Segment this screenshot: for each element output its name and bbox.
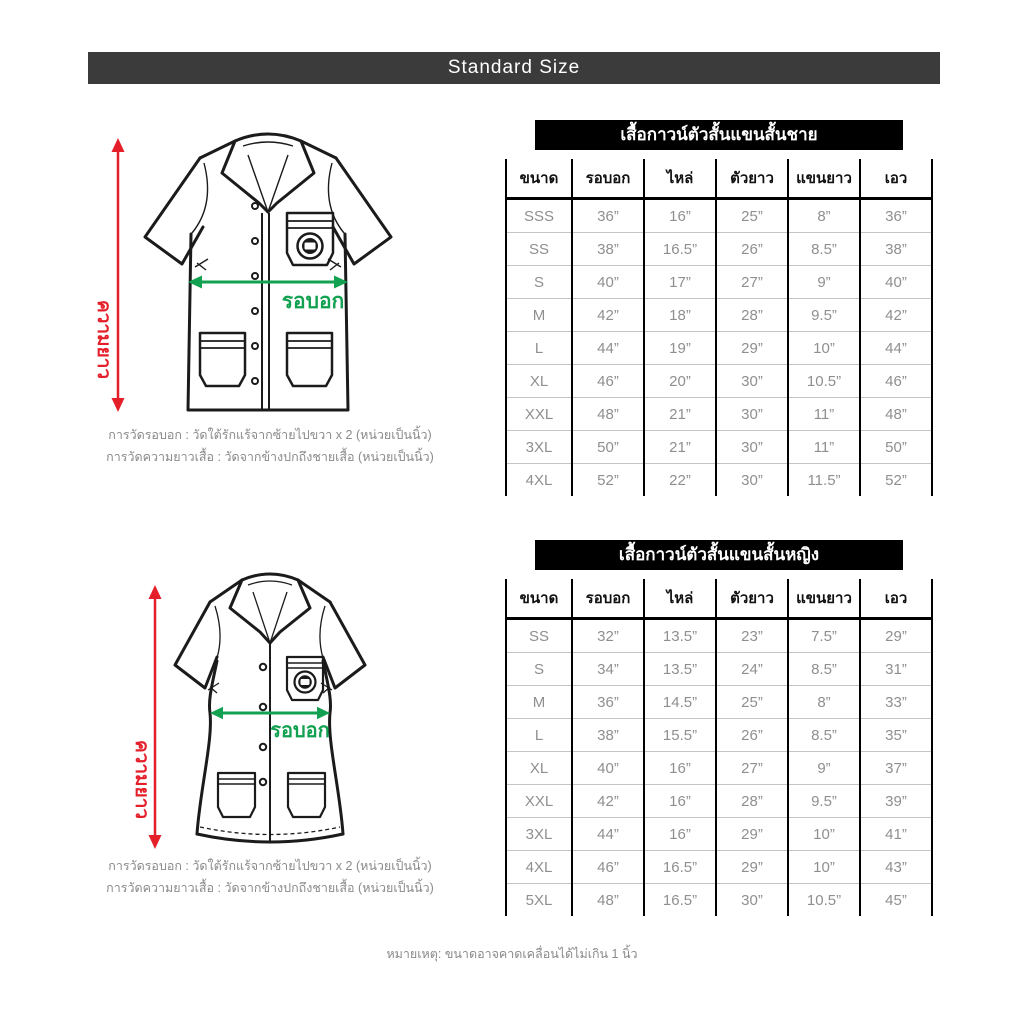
caption-line: การวัดความยาวเสื้อ : วัดจากข้างปกถึงชายเสื้อ (หน่วยเป็นนิ้ว) (106, 881, 434, 895)
measurement-cell: 38” (860, 233, 932, 266)
measurement-cell: 9.5” (788, 299, 860, 332)
size-cell: M (506, 299, 572, 332)
measurement-cell: 38” (572, 233, 644, 266)
measurement-cell: 50” (860, 431, 932, 464)
measurement-cell: 24” (716, 653, 788, 686)
womens-measure-caption (65, 855, 475, 899)
size-cell: 4XL (506, 851, 572, 884)
size-cell: 5XL (506, 884, 572, 917)
brand-logo-icon (298, 234, 323, 259)
measurement-cell: 52” (572, 464, 644, 497)
column-header: ไหล่ (644, 579, 716, 619)
caption-line: การวัดรอบอก : วัดใต้รักแร้จากซ้ายไปขวา x 2 (หน่วยเป็นนิ้ว) (108, 859, 432, 873)
size-cell: XXL (506, 398, 572, 431)
measurement-cell: 26” (716, 233, 788, 266)
measurement-cell: 30” (716, 464, 788, 497)
measurement-cell: 44” (572, 818, 644, 851)
measurement-cell: 52” (860, 464, 932, 497)
size-cell: SSS (506, 199, 572, 233)
column-header: แขนยาว (788, 579, 860, 619)
measurement-cell: 16” (644, 752, 716, 785)
table-row (506, 653, 932, 686)
size-cell: L (506, 332, 572, 365)
measurement-cell: 8” (788, 686, 860, 719)
womens-shirt-placket (260, 643, 270, 843)
measurement-cell: 42” (572, 299, 644, 332)
measurement-cell: 33” (860, 686, 932, 719)
measurement-cell: 48” (572, 398, 644, 431)
table-row (506, 233, 932, 266)
measurement-cell: 37” (860, 752, 932, 785)
womens-size-table (505, 579, 933, 916)
measurement-cell: 10.5” (788, 365, 860, 398)
table-row (506, 266, 932, 299)
size-cell: M (506, 686, 572, 719)
mens-shirt-placket (252, 203, 269, 410)
chest-arrow-icon (210, 707, 330, 742)
measurement-cell: 7.5” (788, 619, 860, 653)
measurement-cell: 8.5” (788, 719, 860, 752)
womens-size-section (505, 540, 933, 916)
measurement-cell: 10” (788, 851, 860, 884)
measurement-cell: 30” (716, 431, 788, 464)
column-header: ตัวยาว (716, 579, 788, 619)
measurement-cell: 13.5” (644, 619, 716, 653)
measurement-cell: 17” (644, 266, 716, 299)
measurement-cell: 36” (860, 199, 932, 233)
measurement-cell: 14.5” (644, 686, 716, 719)
brand-logo-icon (295, 672, 316, 693)
table-row (506, 752, 932, 785)
measurement-cell: 25” (716, 199, 788, 233)
measurement-cell: 23” (716, 619, 788, 653)
measurement-cell: 45” (860, 884, 932, 917)
length-label: ความยาว (93, 300, 114, 380)
table-row (506, 398, 932, 431)
mens-size-table (505, 159, 933, 496)
measurement-cell: 44” (572, 332, 644, 365)
measurement-cell: 50” (572, 431, 644, 464)
measurement-cell: 34” (572, 653, 644, 686)
measurement-cell: 36” (572, 686, 644, 719)
table-header-row (506, 159, 932, 199)
measurement-cell: 26” (716, 719, 788, 752)
measurement-cell: 40” (572, 266, 644, 299)
table-row (506, 299, 932, 332)
measurement-cell: 8” (788, 199, 860, 233)
mens-measure-caption (60, 424, 480, 468)
measurement-cell: 46” (860, 365, 932, 398)
measurement-cell: 30” (716, 365, 788, 398)
measurement-cell: 16” (644, 785, 716, 818)
measurement-cell: 25” (716, 686, 788, 719)
size-cell: 3XL (506, 431, 572, 464)
measurement-cell: 8.5” (788, 653, 860, 686)
measurement-cell: 28” (716, 785, 788, 818)
measurement-cell: 41” (860, 818, 932, 851)
measurement-cell: 48” (572, 884, 644, 917)
measurement-cell: 28” (716, 299, 788, 332)
column-header: ไหล่ (644, 159, 716, 199)
table-row (506, 785, 932, 818)
mens-table-title: เสื้อกาวน์ตัวสั้นแขนสั้นชาย (535, 120, 903, 150)
column-header: เอว (860, 579, 932, 619)
measurement-cell: 30” (716, 884, 788, 917)
measurement-cell: 16.5” (644, 884, 716, 917)
size-cell: 4XL (506, 464, 572, 497)
measurement-cell: 10.5” (788, 884, 860, 917)
measurement-cell: 30” (716, 398, 788, 431)
caption-line: การวัดความยาวเสื้อ : วัดจากข้างปกถึงชายเสื้อ (หน่วยเป็นนิ้ว) (106, 450, 434, 464)
size-cell: SS (506, 619, 572, 653)
measurement-cell: 11.5” (788, 464, 860, 497)
measurement-cell: 38” (572, 719, 644, 752)
column-header: ตัวยาว (716, 159, 788, 199)
column-header: แขนยาว (788, 159, 860, 199)
measurement-cell: 27” (716, 752, 788, 785)
measurement-cell: 29” (716, 818, 788, 851)
measurement-cell: 11” (788, 431, 860, 464)
measurement-cell: 40” (572, 752, 644, 785)
table-row (506, 851, 932, 884)
table-row (506, 719, 932, 752)
size-cell: XXL (506, 785, 572, 818)
measurement-cell: 16.5” (644, 851, 716, 884)
table-header-row (506, 579, 932, 619)
measurement-cell: 9” (788, 752, 860, 785)
measurement-cell: 36” (572, 199, 644, 233)
table-row (506, 464, 932, 497)
size-cell: SS (506, 233, 572, 266)
table-row (506, 365, 932, 398)
size-cell: S (506, 266, 572, 299)
column-header: รอบอก (572, 579, 644, 619)
table-row (506, 332, 932, 365)
length-arrow-icon (93, 138, 125, 412)
measurement-cell: 29” (716, 332, 788, 365)
measurement-cell: 13.5” (644, 653, 716, 686)
measurement-cell: 39” (860, 785, 932, 818)
measurement-cell: 22” (644, 464, 716, 497)
length-arrow-icon (131, 585, 162, 849)
measurement-cell: 35” (860, 719, 932, 752)
mens-lower-pockets (200, 333, 332, 386)
column-header: ขนาด (506, 159, 572, 199)
column-header: ขนาด (506, 579, 572, 619)
table-row (506, 199, 932, 233)
womens-shirt-illustration (120, 550, 450, 862)
size-cell: XL (506, 365, 572, 398)
caption-line: การวัดรอบอก : วัดใต้รักแร้จากซ้ายไปขวา x 2 (หน่วยเป็นนิ้ว) (108, 428, 432, 442)
size-cell: S (506, 653, 572, 686)
length-label: ความยาว (131, 740, 152, 820)
table-row (506, 431, 932, 464)
measurement-cell: 10” (788, 332, 860, 365)
measurement-cell: 42” (860, 299, 932, 332)
measurement-cell: 11” (788, 398, 860, 431)
size-cell: XL (506, 752, 572, 785)
measurement-cell: 21” (644, 398, 716, 431)
chest-label: รอบอก (281, 290, 345, 313)
measurement-cell: 10” (788, 818, 860, 851)
measurement-cell: 19” (644, 332, 716, 365)
measurement-cell: 16” (644, 818, 716, 851)
measurement-cell: 29” (716, 851, 788, 884)
measurement-cell: 42” (572, 785, 644, 818)
measurement-cell: 18” (644, 299, 716, 332)
footer-note: หมายเหตุ: ขนาดอาจคาดเคลื่อนได้ไม่เกิน 1 นิ้ว (386, 947, 638, 961)
measurement-cell: 9.5” (788, 785, 860, 818)
chest-label: รอบอก (270, 720, 330, 742)
column-header: รอบอก (572, 159, 644, 199)
table-row (506, 686, 932, 719)
mens-shirt-illustration (85, 113, 455, 423)
measurement-cell: 46” (572, 365, 644, 398)
measurement-cell: 40” (860, 266, 932, 299)
womens-lower-pockets (218, 773, 325, 817)
mens-chest-pocket (287, 213, 333, 265)
measurement-cell: 29” (860, 619, 932, 653)
page-title: Standard Size (88, 52, 940, 84)
measurement-cell: 46” (572, 851, 644, 884)
table-row (506, 619, 932, 653)
table-row (506, 884, 932, 917)
measurement-cell: 15.5” (644, 719, 716, 752)
column-header: เอว (860, 159, 932, 199)
mens-size-section (505, 120, 933, 496)
table-row (506, 818, 932, 851)
measurement-cell: 32” (572, 619, 644, 653)
measurement-cell: 43” (860, 851, 932, 884)
measurement-cell: 27” (716, 266, 788, 299)
measurement-cell: 20” (644, 365, 716, 398)
size-cell: 3XL (506, 818, 572, 851)
measurement-cell: 8.5” (788, 233, 860, 266)
measurement-cell: 21” (644, 431, 716, 464)
measurement-cell: 48” (860, 398, 932, 431)
measurement-cell: 16.5” (644, 233, 716, 266)
womens-table-title: เสื้อกาวน์ตัวสั้นแขนสั้นหญิง (535, 540, 903, 570)
size-cell: L (506, 719, 572, 752)
measurement-cell: 9” (788, 266, 860, 299)
measurement-cell: 31” (860, 653, 932, 686)
measurement-cell: 44” (860, 332, 932, 365)
measurement-cell: 16” (644, 199, 716, 233)
womens-chest-pocket (287, 657, 323, 700)
